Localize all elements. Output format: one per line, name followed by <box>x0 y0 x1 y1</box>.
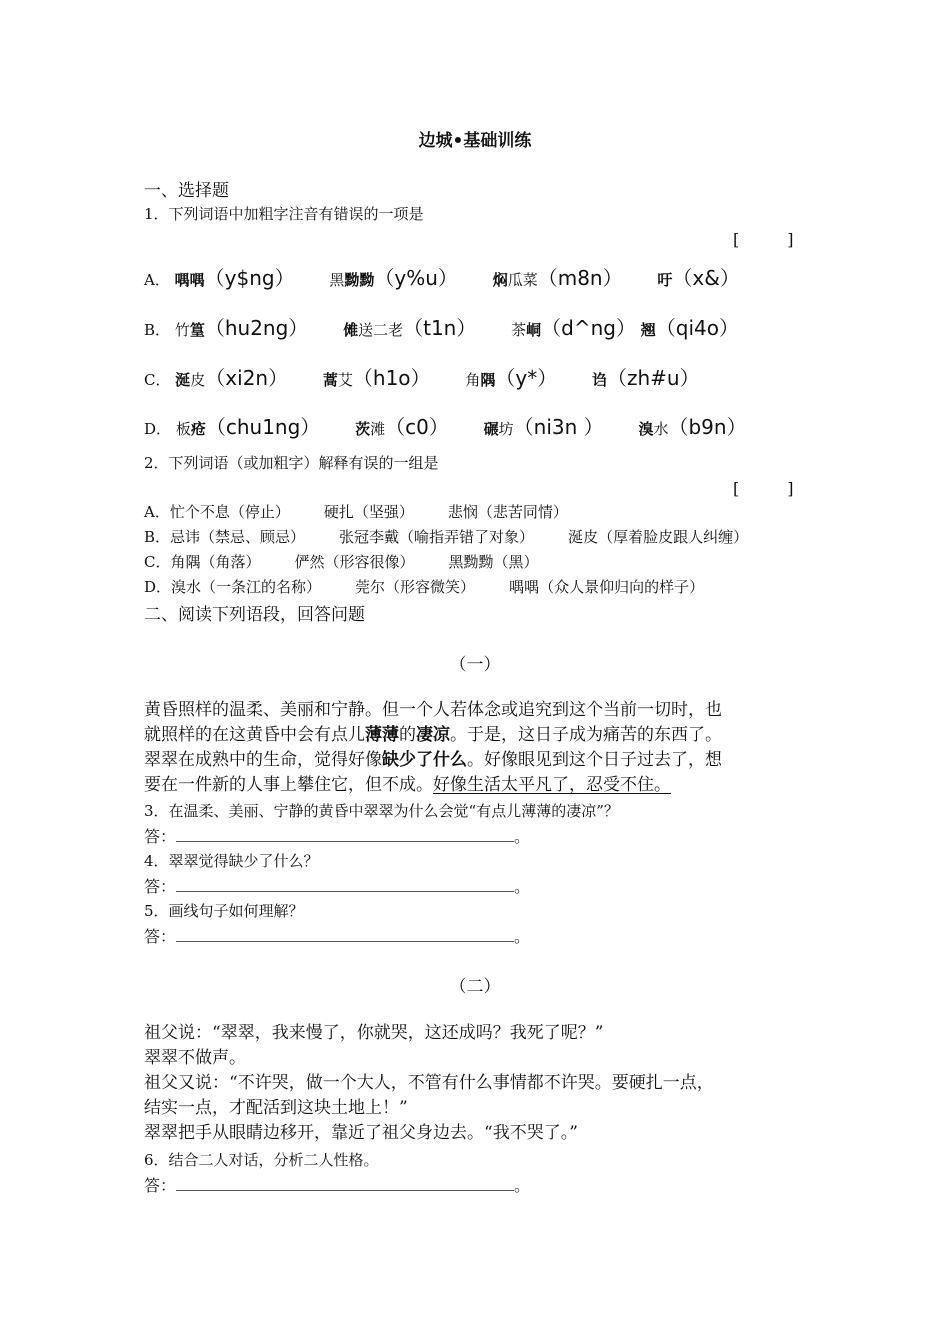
passage-line <box>144 723 722 748</box>
pinyin: （xi2n） <box>205 366 289 390</box>
option-word: 皮 <box>190 371 206 389</box>
answer-end: 。 <box>514 877 531 896</box>
option-label: D． <box>144 578 172 596</box>
option-bold-char: 篁 <box>189 321 205 339</box>
q2-option-d[interactable] <box>144 576 704 597</box>
answer-blank[interactable] <box>176 1176 514 1191</box>
option-label: A． <box>144 271 170 289</box>
option-word: 水 <box>653 420 669 438</box>
pinyin: （qi4o） <box>655 316 740 340</box>
option-label: C． <box>144 553 171 571</box>
answer-4-line[interactable] <box>144 874 530 897</box>
option-bold-char: 傩 <box>343 321 359 339</box>
pinyin: （b9n） <box>668 415 747 439</box>
option-item: 莞尔（形容微笑） <box>355 578 476 596</box>
pinyin: （t1n） <box>403 316 477 340</box>
section-1-label: （一） <box>449 655 501 675</box>
passage-line: 祖父说：“翠翠，我来慢了，你就哭，这还成吗？我死了呢？” <box>144 1023 604 1043</box>
option-label: A． <box>144 503 170 521</box>
option-word: 送二老 <box>358 321 404 339</box>
text-run: 的 <box>399 725 416 745</box>
option-item: 忌讳（禁忌、顾忌） <box>170 528 306 546</box>
q1-option-d[interactable] <box>144 411 747 440</box>
q2-option-c[interactable] <box>144 551 539 572</box>
option-label: C． <box>144 371 171 389</box>
pinyin: （y%u） <box>374 266 458 290</box>
option-item: 俨然（形容很像） <box>294 553 415 571</box>
option-bold-char: 黝黝 <box>344 271 375 289</box>
option-bold-char: 峒 <box>526 321 542 339</box>
passage-line: 翠翠不做声。 <box>144 1048 246 1068</box>
option-bold-char: 碾 <box>483 420 499 438</box>
passage-line <box>144 773 671 798</box>
answer-end: 。 <box>514 1176 531 1195</box>
section-2-label: （二） <box>449 977 501 997</box>
pinyin: （m8n） <box>537 266 623 290</box>
question-1-answer-bracket: [ ] <box>733 230 794 249</box>
answer-end: 。 <box>514 927 531 946</box>
option-word: 喁喁 <box>174 271 205 289</box>
question-3: 3．在温柔、美丽、宁静的黄昏中翠翠为什么会觉“有点儿薄薄的凄凉”？ <box>144 802 619 820</box>
question-4: 4．翠翠觉得缺少了什么？ <box>144 852 319 870</box>
answer-end: 。 <box>514 827 531 846</box>
bold-text: 薄薄 <box>365 725 399 745</box>
passage-line: 翠翠把手从眼睛边移开，靠近了祖父身边去。“我不哭了。” <box>144 1123 578 1143</box>
option-item: 硬扎（坚强） <box>323 503 414 521</box>
pinyin: （y*） <box>495 366 558 390</box>
pinyin: （chu1ng） <box>205 415 321 439</box>
question-5: 5．画线句子如何理解？ <box>144 902 304 920</box>
passage-line <box>144 748 722 773</box>
text-run: 翠翠在成熟中的生命，觉得好像 <box>144 750 382 770</box>
q2-option-b[interactable] <box>144 526 748 547</box>
pinyin: （y$ng） <box>204 266 295 290</box>
q2-option-a[interactable] <box>144 501 568 522</box>
option-word: 黑 <box>329 271 345 289</box>
option-bold-char: 诌 <box>591 371 607 389</box>
option-item: 忙个不息（停止） <box>169 503 290 521</box>
text-run: 。好像眼见到这个日子过去了，想 <box>467 750 722 770</box>
passage-line <box>144 698 722 723</box>
option-item: 黑黝黝（黑） <box>448 553 539 571</box>
text-run: 就照样的在这黄昏中会有点儿 <box>144 725 365 745</box>
option-item: 张冠李戴（喻指弄错了对象） <box>339 528 535 546</box>
pinyin: （zh#u） <box>607 366 700 390</box>
option-word: 瓜菜 <box>507 271 538 289</box>
option-bold-char: 涎 <box>175 371 191 389</box>
option-item: 涎皮（厚着脸皮跟人纠缠） <box>568 528 749 546</box>
part2-heading: 二、阅读下列语段，回答问题 <box>144 605 365 625</box>
answer-label: 答： <box>144 927 177 946</box>
option-word: 竹 <box>174 321 190 339</box>
option-bold-char: 蒿 <box>322 371 338 389</box>
answer-label: 答： <box>144 877 177 896</box>
bold-text: 凄凉 <box>416 725 450 745</box>
text-run: 。于是，这日子成为痛苦的东西了。 <box>450 725 722 745</box>
option-word: 角 <box>465 371 481 389</box>
answer-6-line[interactable] <box>144 1173 530 1196</box>
option-word: 茶 <box>511 321 527 339</box>
option-label: B． <box>144 321 171 339</box>
pinyin: （c0） <box>385 415 449 439</box>
answer-blank[interactable] <box>176 927 514 942</box>
question-2-answer-bracket: [ ] <box>733 479 794 498</box>
option-label: B． <box>144 528 171 546</box>
pinyin: （hu2ng） <box>204 316 309 340</box>
option-bold-char: 隅 <box>480 371 496 389</box>
pinyin: （ni3n ） <box>513 415 604 439</box>
option-word: 滩 <box>370 420 386 438</box>
option-bold-char: 焖 <box>492 271 508 289</box>
option-bold-char: 吁 <box>657 271 673 289</box>
answer-blank[interactable] <box>176 877 514 892</box>
option-bold-char: 溴 <box>638 420 654 438</box>
answer-blank[interactable] <box>176 827 514 842</box>
question-2-stem: 2．下列词语（或加粗字）解释有误的一组是 <box>144 454 439 472</box>
answer-label: 答： <box>144 1176 177 1195</box>
pinyin: （h1o） <box>352 366 431 390</box>
text-run: 要在一件新的人事上攀住它，但不成。 <box>144 775 433 795</box>
page-title: 边城•基础训练 <box>418 131 532 151</box>
answer-5-line[interactable] <box>144 924 530 947</box>
q1-option-b[interactable] <box>144 312 739 341</box>
pinyin: （x&） <box>672 266 740 290</box>
passage-line: 结实一点，才配活到这块土地上！” <box>144 1098 408 1118</box>
question-6: 6．结合二人对话，分析二人性格。 <box>144 1151 379 1169</box>
pinyin: （d^ng） <box>541 316 636 340</box>
option-word: 艾 <box>337 371 353 389</box>
bold-text: 缺少了什么 <box>382 750 467 770</box>
option-word: 板 <box>175 420 191 438</box>
option-item: 悲悯（悲苦同情） <box>447 503 568 521</box>
text-run: 黄昏照样的温柔、美丽和宁静。但一个人若体念或追究到这个当前一切时，也 <box>144 700 722 720</box>
option-bold-char: 翘 <box>640 321 656 339</box>
passage-line: 祖父又说：“不许哭，做一个大人，不管有什么事情都不许哭。要硬扎一点， <box>144 1073 714 1093</box>
option-item: 喁喁（众人景仰归向的样子） <box>509 578 705 596</box>
q1-option-c[interactable] <box>144 362 700 391</box>
answer-label: 答： <box>144 827 177 846</box>
option-item: 溴水（一条江的名称） <box>171 578 322 596</box>
underlined-sentence: 好像生活太平凡了，忍受不住。 <box>433 775 671 795</box>
question-1-stem: 1．下列词语中加粗字注音有错误的一项是 <box>144 205 424 223</box>
answer-3-line[interactable] <box>144 824 530 847</box>
part1-heading: 一、选择题 <box>144 181 229 201</box>
option-item: 角隅（角落） <box>170 553 261 571</box>
option-bold-char: 疮 <box>190 420 206 438</box>
option-label: D． <box>144 420 172 438</box>
q1-option-a[interactable] <box>144 262 740 291</box>
option-bold-char: 茨 <box>355 420 371 438</box>
option-word: 坊 <box>498 420 514 438</box>
